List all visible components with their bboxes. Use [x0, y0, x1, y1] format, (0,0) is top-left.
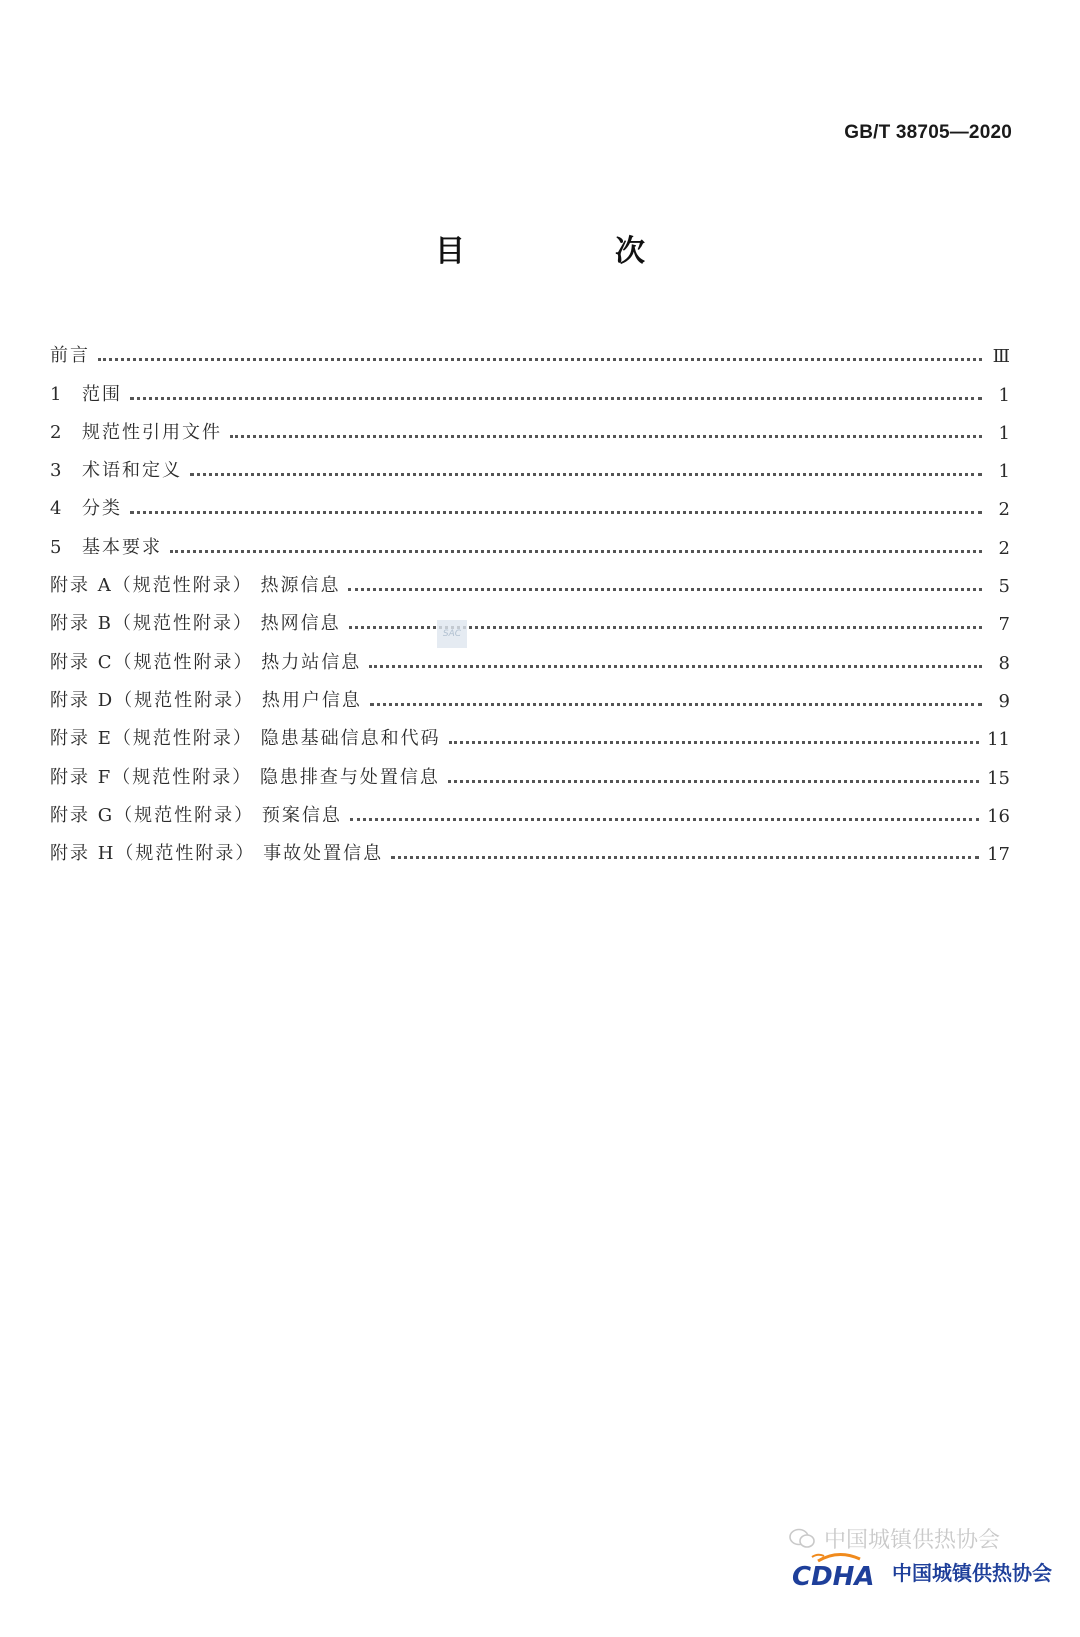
toc-row[interactable] [50, 635, 1010, 673]
dot-leader [230, 435, 982, 438]
toc-number: 2 [50, 421, 62, 443]
toc-label: 术语和定义 [82, 460, 182, 482]
toc-number: 3 [50, 460, 62, 482]
toc-number: 5 [50, 536, 62, 558]
cdha-logo-icon [788, 1551, 888, 1591]
table-of-contents [50, 329, 1010, 865]
standard-code: GB/T 38705—2020 [844, 122, 1012, 143]
toc-page-number: 1 [998, 461, 1010, 483]
dot-leader [170, 550, 982, 553]
toc-label: 附录 H（规范性附录） 事故处置信息 [50, 843, 384, 865]
org-branding [788, 1551, 1052, 1591]
toc-entry [50, 763, 440, 789]
toc-entry [50, 839, 383, 865]
toc-label: 基本要求 [82, 536, 162, 558]
dot-leader [98, 358, 982, 361]
dot-leader [130, 511, 982, 514]
wechat-account-name: 中国城镇供热协会 [824, 1528, 1001, 1553]
toc-label: 规范性引用文件 [82, 421, 222, 443]
watermark [784, 1523, 1074, 1593]
toc-row[interactable] [50, 444, 1010, 482]
toc-label: 附录 E（规范性附录） 隐患基础信息和代码 [50, 728, 441, 750]
toc-row[interactable] [50, 520, 1010, 558]
page-title: 目 次 [435, 234, 705, 269]
dot-leader [449, 741, 980, 744]
toc-label: 附录 A（规范性附录） 热源信息 [50, 575, 341, 597]
toc-row[interactable] [50, 789, 1010, 827]
toc-page-number: 8 [998, 652, 1010, 674]
toc-number: 4 [50, 498, 62, 520]
toc-page-number: 11 [987, 729, 1010, 751]
dot-leader [348, 588, 982, 591]
toc-row[interactable] [50, 597, 1010, 635]
toc-row[interactable] [50, 367, 1010, 405]
toc-page-number: 17 [987, 844, 1010, 866]
toc-page-number: 2 [998, 537, 1010, 559]
toc-entry [50, 456, 182, 482]
toc-page-number: 1 [998, 422, 1010, 444]
dot-leader [391, 856, 979, 859]
toc-label: 附录 G（规范性附录） 预案信息 [50, 804, 342, 826]
dot-leader [350, 818, 979, 821]
sac-stamp-icon: SAC [437, 620, 467, 648]
toc-page-number: 15 [987, 767, 1010, 789]
toc-entry [50, 571, 340, 597]
toc-row[interactable] [50, 674, 1010, 712]
toc-entry [50, 418, 222, 444]
toc-row[interactable] [50, 482, 1010, 520]
toc-page-number: Ⅲ [992, 346, 1010, 368]
toc-entry [50, 648, 361, 674]
toc-label: 附录 C（规范性附录） 热力站信息 [50, 651, 362, 673]
toc-row[interactable] [50, 827, 1010, 865]
toc-row[interactable] [50, 329, 1010, 367]
toc-row[interactable] [50, 559, 1010, 597]
logo-text: CDHA [792, 1562, 875, 1591]
toc-entry [50, 609, 341, 635]
toc-entry [50, 380, 122, 406]
toc-row[interactable] [50, 750, 1010, 788]
toc-label: 前言 [50, 345, 90, 367]
toc-entry [50, 533, 162, 559]
toc-page-number: 1 [998, 384, 1010, 406]
dot-leader [130, 397, 982, 400]
toc-number: 1 [50, 383, 62, 405]
dot-leader [448, 780, 979, 783]
toc-entry [50, 724, 441, 750]
org-name: 中国城镇供热协会 [892, 1560, 1052, 1585]
toc-page-number: 2 [998, 499, 1010, 521]
toc-label: 分类 [82, 498, 122, 520]
toc-label: 附录 F（规范性附录） 隐患排查与处置信息 [50, 766, 440, 788]
dot-leader [369, 665, 982, 668]
toc-row[interactable] [50, 712, 1010, 750]
toc-row[interactable] [50, 406, 1010, 444]
toc-entry [50, 341, 90, 367]
toc-label: 范围 [82, 383, 122, 405]
dot-leader [370, 703, 982, 706]
toc-page-number: 16 [987, 805, 1010, 827]
dot-leader [190, 473, 982, 476]
toc-entry [50, 494, 122, 520]
toc-label: 附录 D（规范性附录） 热用户信息 [50, 689, 362, 711]
toc-label: 附录 B（规范性附录） 热网信息 [50, 613, 341, 635]
toc-page-number: 7 [998, 614, 1010, 636]
chat-bubble-icon [788, 1527, 816, 1551]
toc-entry [50, 801, 342, 827]
toc-page-number: 9 [998, 690, 1010, 712]
toc-page-number: 5 [998, 576, 1010, 598]
toc-entry [50, 686, 362, 712]
